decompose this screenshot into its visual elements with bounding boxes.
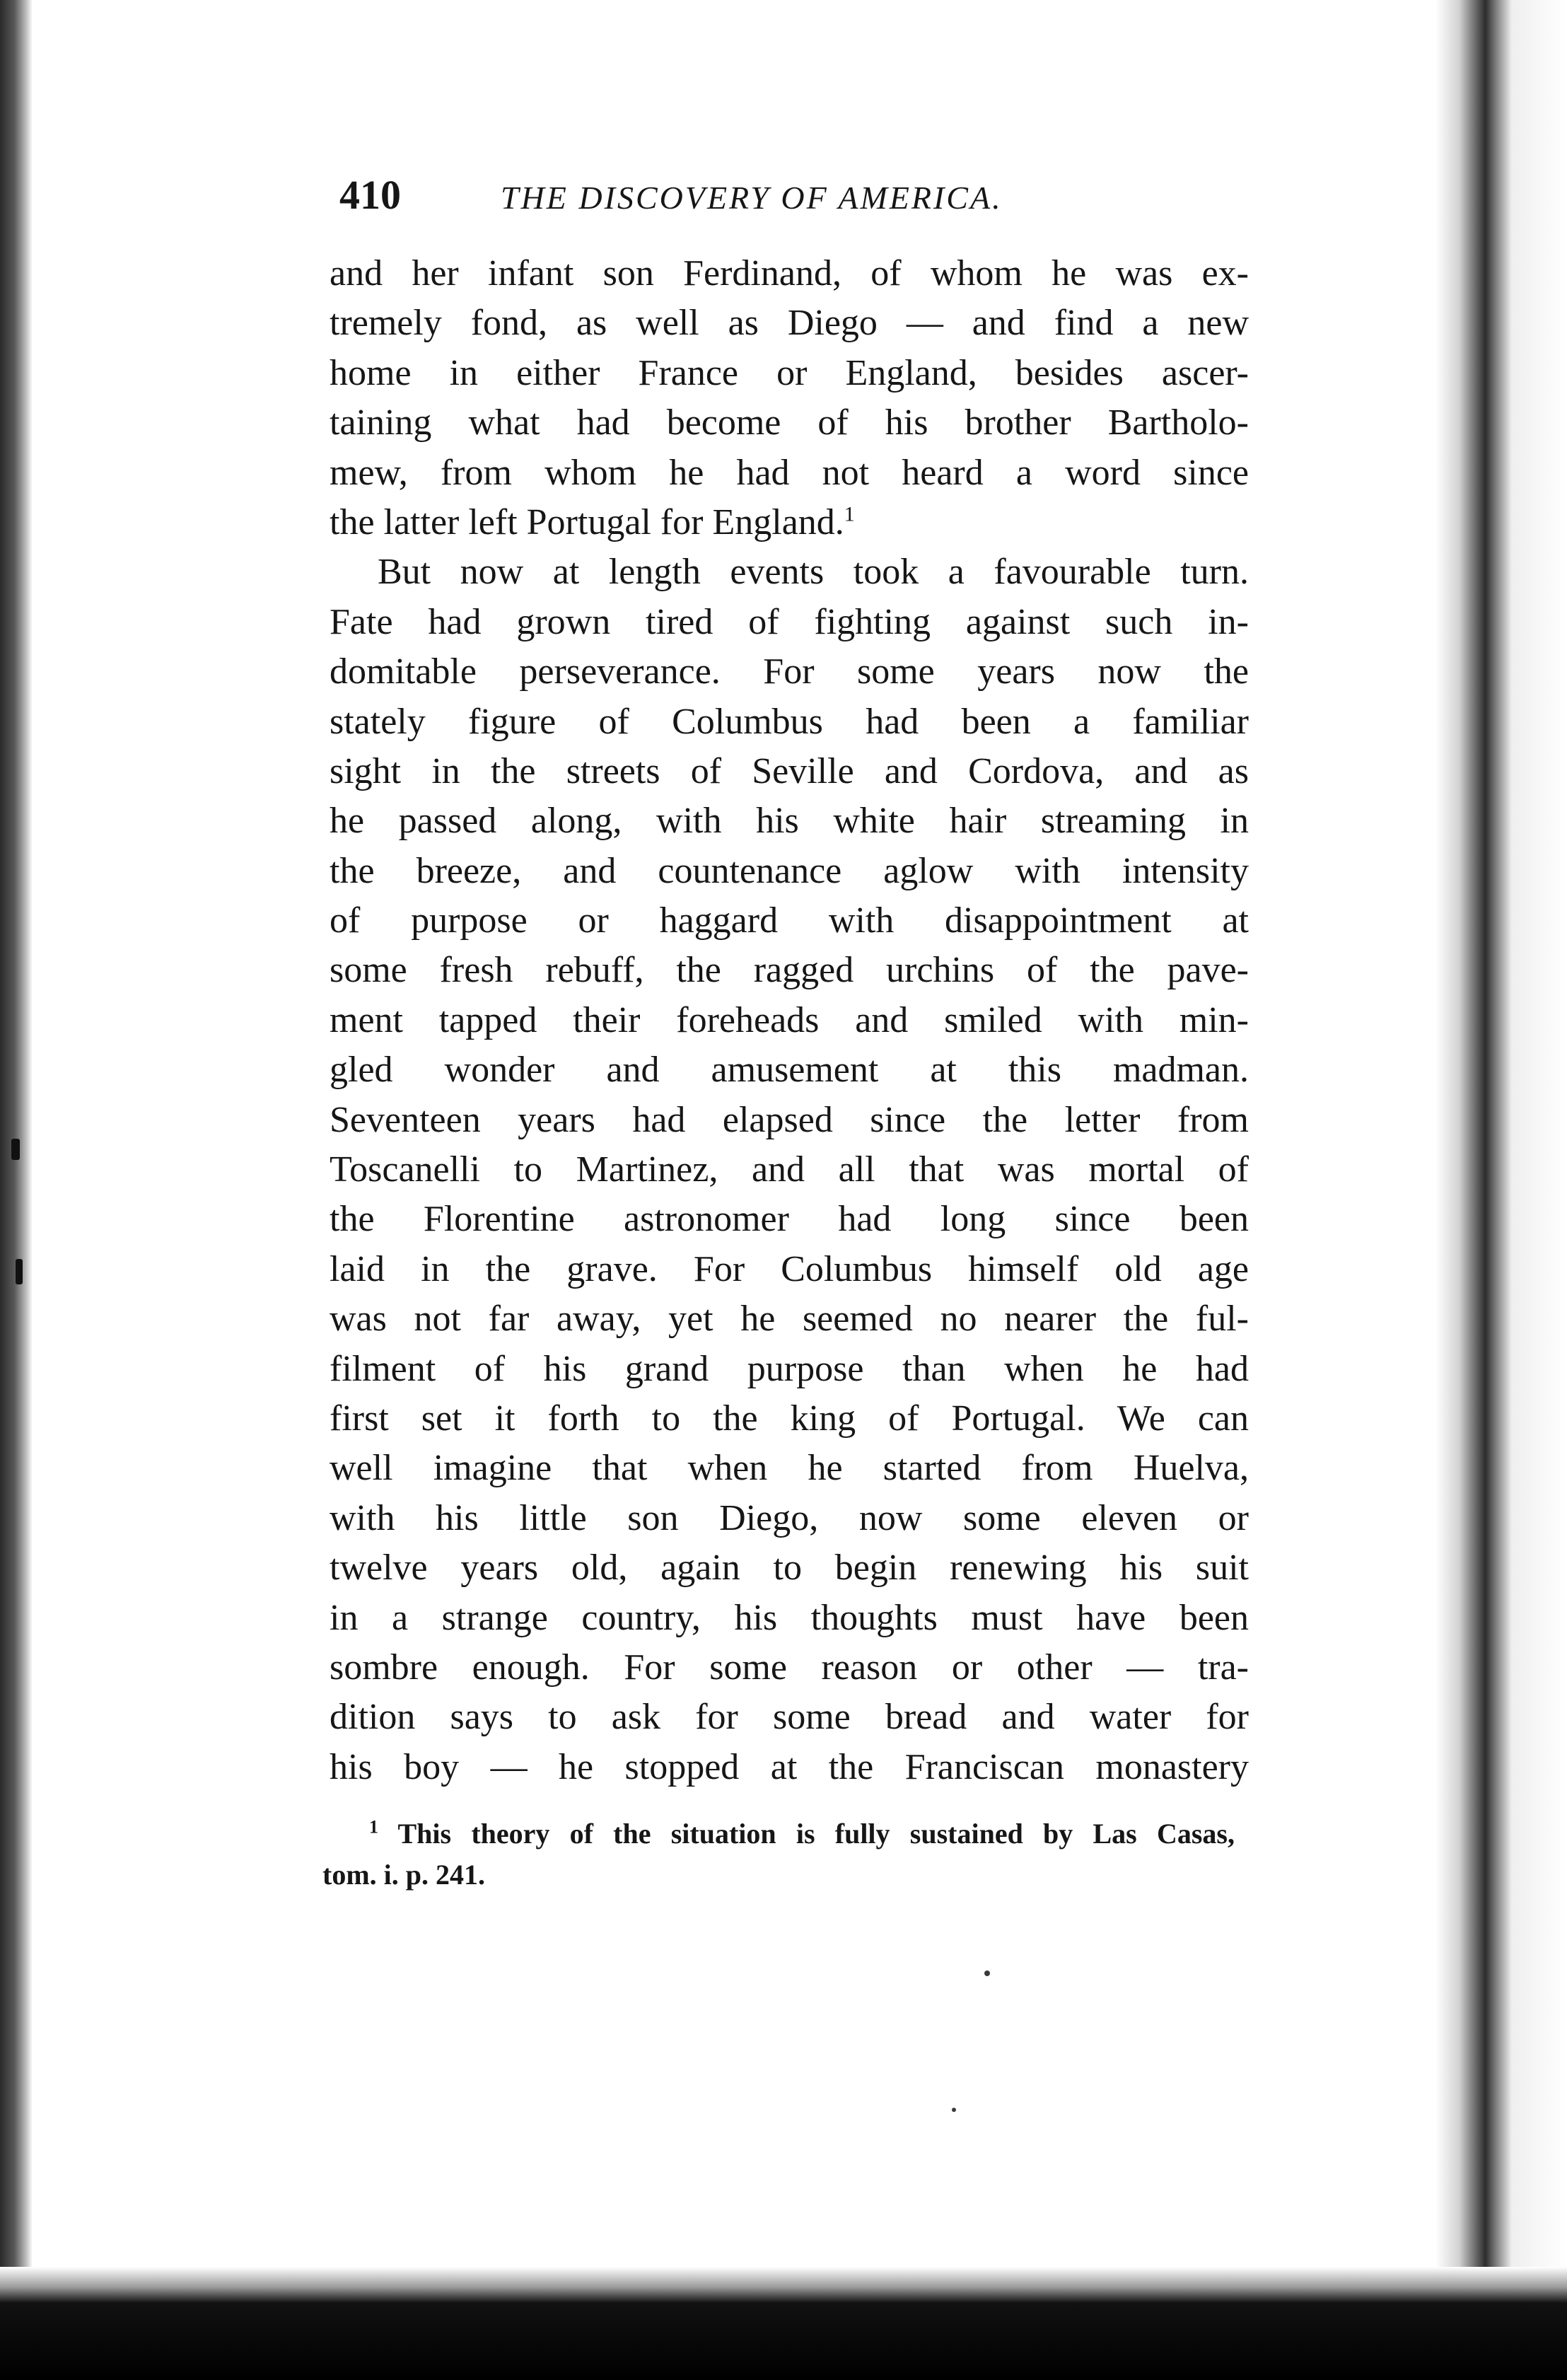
text-line: Seventeen years had elapsed since the letter from (330, 1099, 1249, 1140)
text-line: home in either France or England, besides ascer- (330, 352, 1249, 393)
text-line: stately figure of Columbus had been a familiar (330, 701, 1249, 742)
footnote-text: This theory of the situation is fully sustained by Las Casas, (397, 1818, 1235, 1850)
text-line: with his little son Diego, now some eleven or (330, 1497, 1249, 1538)
body-text (330, 249, 1249, 1792)
text-line: gled wonder and amusement at this madman. (330, 1050, 1249, 1091)
footnote (322, 1813, 1235, 1896)
text-line: well imagine that when he started from Huelva, (330, 1448, 1249, 1489)
text-line: tremely fond, as well as Diego — and find a new (330, 303, 1249, 344)
text-line: the breeze, and countenance aglow with intensity (330, 850, 1249, 891)
text-line: Fate had grown tired of fighting against such in- (330, 601, 1249, 642)
text-line: some fresh rebuff, the ragged urchins of the pave- (330, 950, 1249, 991)
text-line: dition says to ask for some bread and water for (330, 1697, 1249, 1738)
text-line (330, 498, 1249, 547)
footnote-line (322, 1813, 1235, 1854)
text-line: the Florentine astronomer had long since been (330, 1199, 1249, 1240)
running-title: THE DISCOVERY OF AMERICA. (501, 180, 1003, 216)
text-line: laid in the grave. For Columbus himself old age (330, 1248, 1249, 1289)
text-line: sombre enough. For some reason or other — tra- (330, 1647, 1249, 1688)
text-line: in a strange country, his thoughts must have been (330, 1597, 1249, 1638)
footnote-line: tom. i. p. 241. (322, 1859, 485, 1891)
running-head (339, 167, 1273, 224)
text-line: domitable perseverance. For some years now the (330, 651, 1249, 692)
paragraph-start-line: But now at length events took a favourable turn. (378, 552, 1249, 593)
footnote-reference: 1 (844, 502, 855, 526)
text-line: was not far away, yet he seemed no nearer the ful- (330, 1299, 1249, 1340)
text-line: ment tapped their foreheads and smiled with min- (330, 999, 1249, 1040)
text-line: twelve years old, again to begin renewing his suit (330, 1548, 1249, 1589)
text-line: sight in the streets of Seville and Cordova, and as (330, 750, 1249, 791)
text-line: filment of his grand purpose than when he had (330, 1348, 1249, 1389)
text-line: taining what had become of his brother Bartholo- (330, 402, 1249, 443)
text-line: Toscanelli to Martinez, and all that was mortal of (330, 1149, 1249, 1190)
text-line: his boy — he stopped at the Franciscan monastery (330, 1746, 1249, 1787)
text-line: of purpose or haggard with disappointment at (330, 900, 1249, 941)
page-number: 410 (339, 172, 401, 218)
text-line: and her infant son Ferdinand, of whom he was ex- (330, 253, 1249, 294)
text-line: mew, from whom he had not heard a word since (330, 452, 1249, 493)
text-line-content: the latter left Portugal for England. (330, 501, 844, 542)
text-line: he passed along, with his white hair streaming in (330, 801, 1249, 842)
text-line: first set it forth to the king of Portugal. We can (330, 1398, 1249, 1439)
footnote-marker: 1 (369, 1816, 378, 1838)
